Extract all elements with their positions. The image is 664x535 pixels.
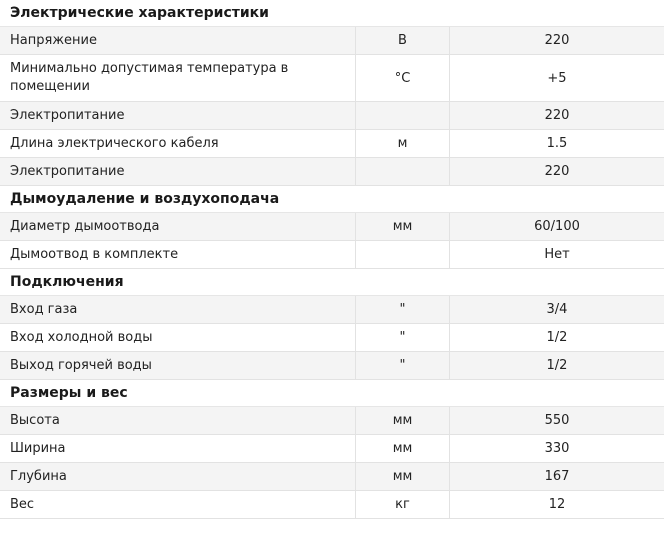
section-title: Электрические характеристики: [0, 0, 664, 27]
spec-row: [0, 296, 664, 324]
spec-unit: мм: [356, 407, 450, 434]
spec-unit: [356, 241, 450, 268]
spec-name: Ширина: [0, 435, 356, 462]
spec-name: Диаметр дымоотвода: [0, 213, 356, 240]
spec-value: 3/4: [546, 302, 568, 317]
spec-row: [0, 352, 664, 380]
spec-row: [0, 158, 664, 186]
section-title: Размеры и вес: [0, 380, 664, 407]
spec-row: [0, 241, 664, 269]
spec-row: [0, 463, 664, 491]
spec-unit: ": [356, 352, 450, 379]
spec-value: 220: [544, 164, 570, 179]
spec-value: 60/100: [534, 219, 580, 234]
spec-value: Нет: [544, 247, 570, 262]
spec-row: [0, 27, 664, 55]
spec-name: Электропитание: [0, 102, 356, 129]
section-title: Дымоудаление и воздухоподача: [0, 186, 664, 213]
spec-value: 330: [544, 441, 570, 456]
spec-unit: мм: [356, 435, 450, 462]
section-title: Подключения: [0, 269, 664, 296]
spec-row: [0, 324, 664, 352]
spec-unit: м: [356, 130, 450, 157]
spec-row: [0, 435, 664, 463]
spec-unit: ": [356, 296, 450, 323]
spec-name: Электропитание: [0, 158, 356, 185]
spec-row: [0, 130, 664, 158]
spec-unit: кг: [356, 491, 450, 518]
spec-row: [0, 491, 664, 519]
spec-name: Напряжение: [0, 27, 356, 54]
spec-name: Вход холодной воды: [0, 324, 356, 351]
spec-unit: ": [356, 324, 450, 351]
spec-unit: мм: [356, 213, 450, 240]
spec-unit: °C: [356, 55, 450, 101]
spec-name: Высота: [0, 407, 356, 434]
spec-value: 1/2: [546, 358, 568, 373]
spec-value: +5: [547, 70, 567, 86]
spec-name: Минимально допустимая температура в помещении: [0, 55, 356, 101]
spec-name: Вес: [0, 491, 356, 518]
spec-unit: [356, 102, 450, 129]
spec-value: 220: [544, 108, 570, 123]
spec-row: [0, 213, 664, 241]
spec-value: 167: [544, 469, 570, 484]
spec-row: [0, 407, 664, 435]
spec-value: 12: [548, 497, 566, 512]
spec-name: Длина электрического кабеля: [0, 130, 356, 157]
spec-unit: В: [356, 27, 450, 54]
spec-unit: [356, 158, 450, 185]
spec-unit: мм: [356, 463, 450, 490]
spec-value: 1/2: [546, 330, 568, 345]
spec-name: Выход горячей воды: [0, 352, 356, 379]
spec-name: Вход газа: [0, 296, 356, 323]
spec-value: 1.5: [546, 136, 568, 151]
spec-value: 220: [544, 33, 570, 48]
spec-name: Дымоотвод в комплекте: [0, 241, 356, 268]
spec-name: Глубина: [0, 463, 356, 490]
spec-row: [0, 102, 664, 130]
spec-row: [0, 55, 664, 102]
spec-value: 550: [544, 413, 570, 428]
